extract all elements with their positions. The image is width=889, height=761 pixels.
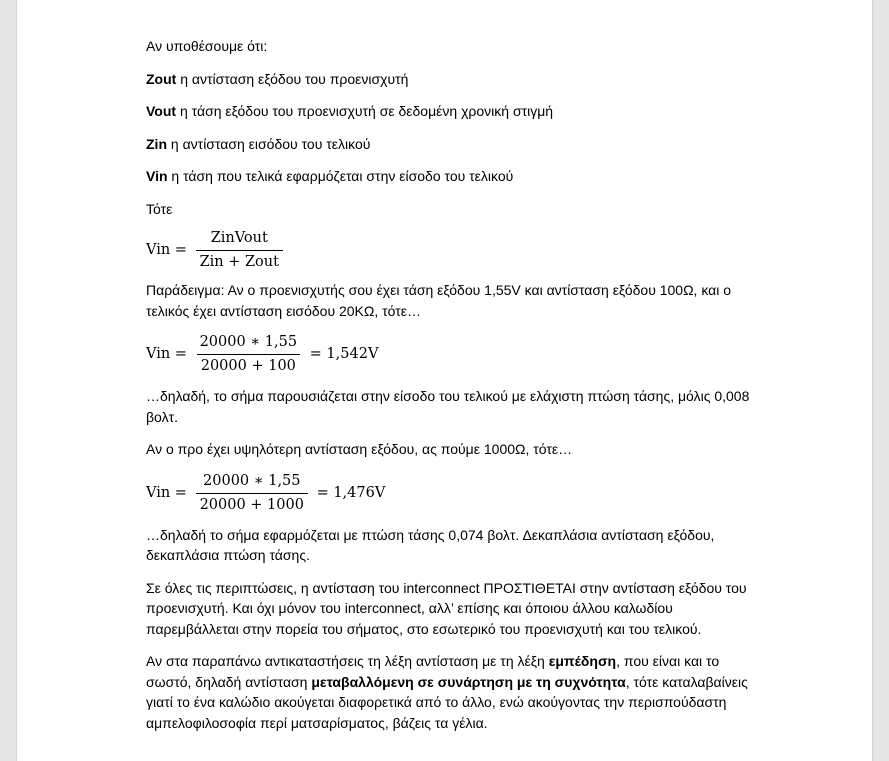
equation-fraction xyxy=(196,229,283,272)
equation-fraction xyxy=(196,472,308,515)
cases-paragraph: Σε όλες τις περιπτώσεις, η αντίσταση του interconnect ΠΡΟΣΤΙΘΕΤΑΙ στην αντίσταση εξόδου του προενισχυτή. Και όχι μόνον του interconnect, αλλ’ επίσης και όποιου άλλου καλωδίου παρεμβάλλεται στην πορεία του σήματος, στο εσωτερικό του προενισχυτή και του τελικού. xyxy=(146,579,747,637)
final-text-3: , τότε καταλαβαίνεις γιατί το ένα καλώδιο ακούγεται διαφορετικά από το άλλο, ενώ ακούγοντας την περισπούδαστη αμπελοφιλοσοφία περί ματσαρίσματος, βάζεις τα γέλια. xyxy=(146,673,748,731)
equation-fraction xyxy=(196,333,302,376)
equation-lhs: Vin = xyxy=(146,484,192,501)
fraction-denominator: 20000 + 100 xyxy=(197,354,300,376)
term-impedance: εμπέδηση xyxy=(548,653,617,669)
definition-vin xyxy=(146,166,756,187)
equation-general xyxy=(146,229,756,272)
term-frequency-dependent: μεταβαλλόμενη σε συνάρτηση με τη συχνότητα xyxy=(311,673,626,690)
final-text-1: Αν στα παραπάνω αντικαταστήσεις τη λέξη αντίσταση με τη λέξη xyxy=(146,653,549,669)
definition-zout xyxy=(146,69,756,90)
term-zin: Zin xyxy=(146,135,167,152)
document-page xyxy=(16,0,873,761)
fraction-numerator: 20000 ∗ 1,55 xyxy=(203,472,301,489)
equation-lhs: Vin = xyxy=(146,346,192,363)
definition-vout xyxy=(146,101,756,122)
document-body xyxy=(146,36,756,745)
equation-rhs: = 1,476V xyxy=(311,484,386,501)
fraction-numerator: ZinVout xyxy=(210,230,268,246)
term-vout: Vout xyxy=(146,103,177,119)
equation-example-100 xyxy=(146,333,756,376)
result-paragraph-2: …δηλαδή το σήμα εφαρμόζεται με πτώση τάσης 0,074 βολτ. Δεκαπλάσια αντίσταση εξόδου, δεκαπλάσια πτώση τάσης. xyxy=(146,526,715,563)
equation-example-1000 xyxy=(146,472,756,515)
definition-text: η τάση εξόδου του προενισχυτή σε δεδομένη χρονική στιγμή xyxy=(176,103,554,119)
fraction-denominator: Zin + Zout xyxy=(196,250,283,272)
final-paragraph xyxy=(146,651,756,733)
definition-text: η τάση που τελικά εφαρμόζεται στην είσοδο του τελικού xyxy=(167,168,514,184)
term-zout: Zout xyxy=(146,70,177,87)
final-text-2: , που είναι και το σωστό, δηλαδή αντίσταση xyxy=(146,653,720,690)
equation-lhs: Vin = xyxy=(146,242,192,259)
definition-text: η αντίσταση εξόδου του προενισχυτή xyxy=(176,70,409,87)
equation-rhs: = 1,542V xyxy=(305,346,379,363)
term-vin: Vin xyxy=(146,168,168,184)
fraction-numerator: 20000 ∗ 1,55 xyxy=(199,334,298,350)
fraction-denominator: 20000 + 1000 xyxy=(196,493,308,515)
definition-zin xyxy=(146,134,756,155)
higher-impedance-paragraph: Αν ο προ έχει υψηλότερη αντίσταση εξόδου, ας πούμε 1000Ω, τότε… xyxy=(146,441,573,457)
result-paragraph-1: …δηλαδή, το σήμα παρουσιάζεται στην είσοδο του τελικού με ελάχιστη πτώση τάσης, μόλις 0,008 βολτ. xyxy=(146,388,750,425)
then-paragraph: Τότε xyxy=(146,200,173,217)
definition-text: η αντίσταση εισόδου του τελικού xyxy=(167,135,371,152)
example-paragraph: Παράδειγμα: Αν ο προενισχυτής σου έχει τάση εξόδου 1,55V και αντίσταση εξόδου 100Ω, και ο τελικός έχει αντίσταση εισόδου 20ΚΩ, τότε… xyxy=(146,282,732,319)
intro-paragraph: Αν υποθέσουμε ότι: xyxy=(146,38,268,54)
